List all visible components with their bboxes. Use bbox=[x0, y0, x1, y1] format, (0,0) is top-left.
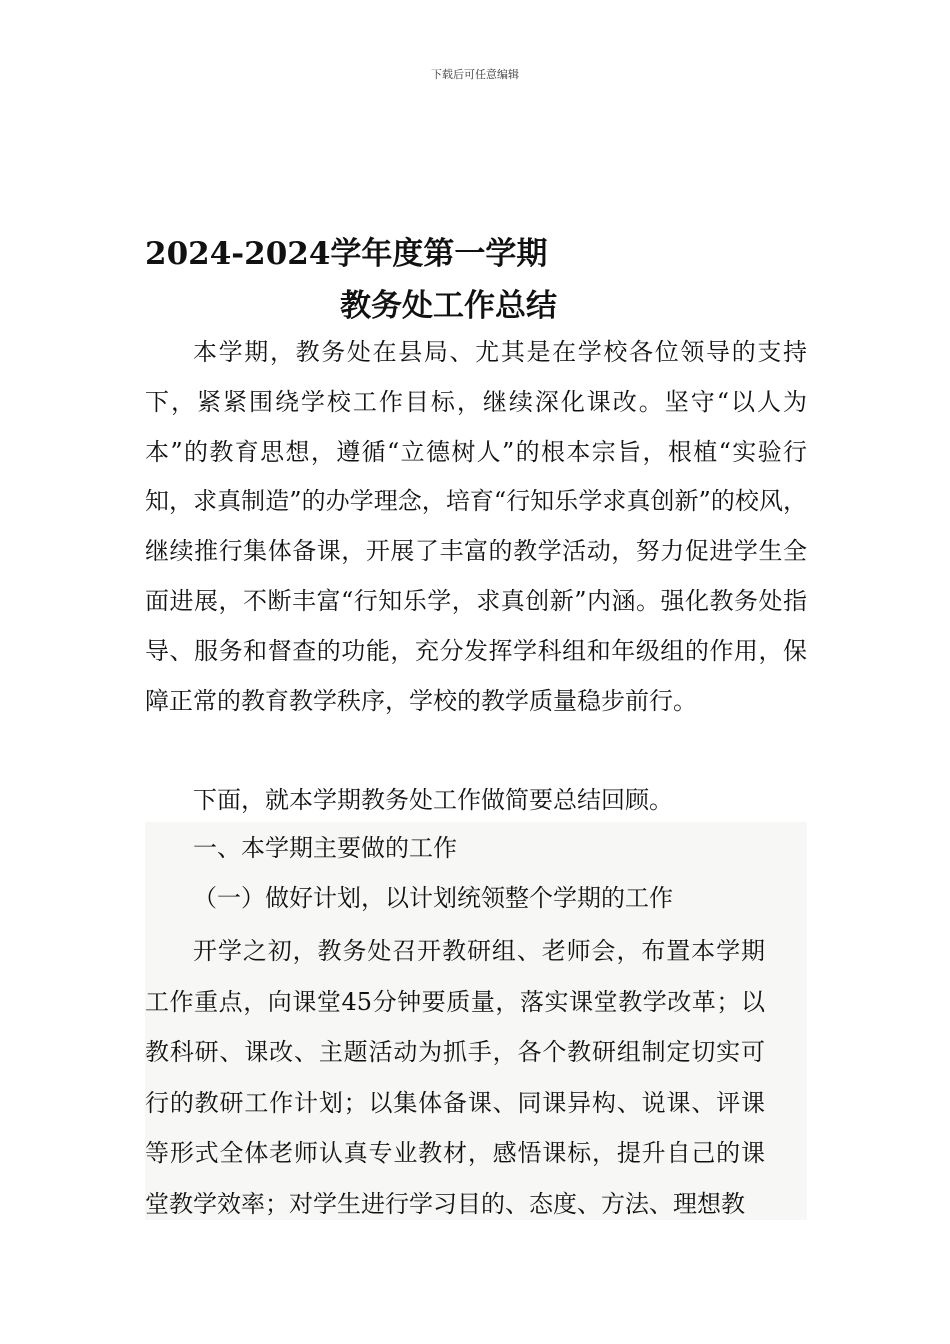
page-header-note: 下载后可任意编辑 bbox=[431, 68, 519, 81]
body-paragraph-intro: 本学期，教务处在县局、尤其是在学校各位领导的支持下，紧紧围绕学校工作目标，继续深化课改。坚守“以人为本”的教育思想，遵循“立德树人”的根本宗旨，根植“实验行知，求真制造”的办学理念，培育“行知乐学求真创新”的校风，继续推行集体备课，开展了丰富的教学活动，努力促进学生全面进展，不断丰富“行知乐学，求真创新”内涵。强化教务处指导、服务和督查的功能，充分发挥学科组和年级组的作用，保障正常的教育教学秩序，学校的教学质量稳步前行。 bbox=[145, 338, 807, 715]
body-paragraph-planning: 开学之初，教务处召开教研组、老师会，布置本学期工作重点，向课堂45分钟要质量，落实课堂教学改革；以教科研、课改、主题活动为抓手，各个教研组制定切实可行的教研工作计划；以集体备课、同课异构、说课、评课等形式全体老师认真专业教材，感悟课标，提升自己的课堂教学效率；对学生进行学习目的、态度、方法、理想教 bbox=[145, 937, 765, 1218]
section-heading: 一、本学期主要做的工作 bbox=[193, 834, 457, 862]
subsection-heading: （一）做好计划，以计划统领整个学期的工作 bbox=[193, 884, 673, 912]
highlighted-section bbox=[145, 822, 807, 1220]
document-title-line-1: 2024-2024学年度第一学期 bbox=[145, 236, 548, 272]
document-title-line-2: 教务处工作总结 bbox=[340, 288, 557, 324]
body-paragraph-overview: 下面，就本学期教务处工作做简要总结回顾。 bbox=[193, 786, 673, 814]
